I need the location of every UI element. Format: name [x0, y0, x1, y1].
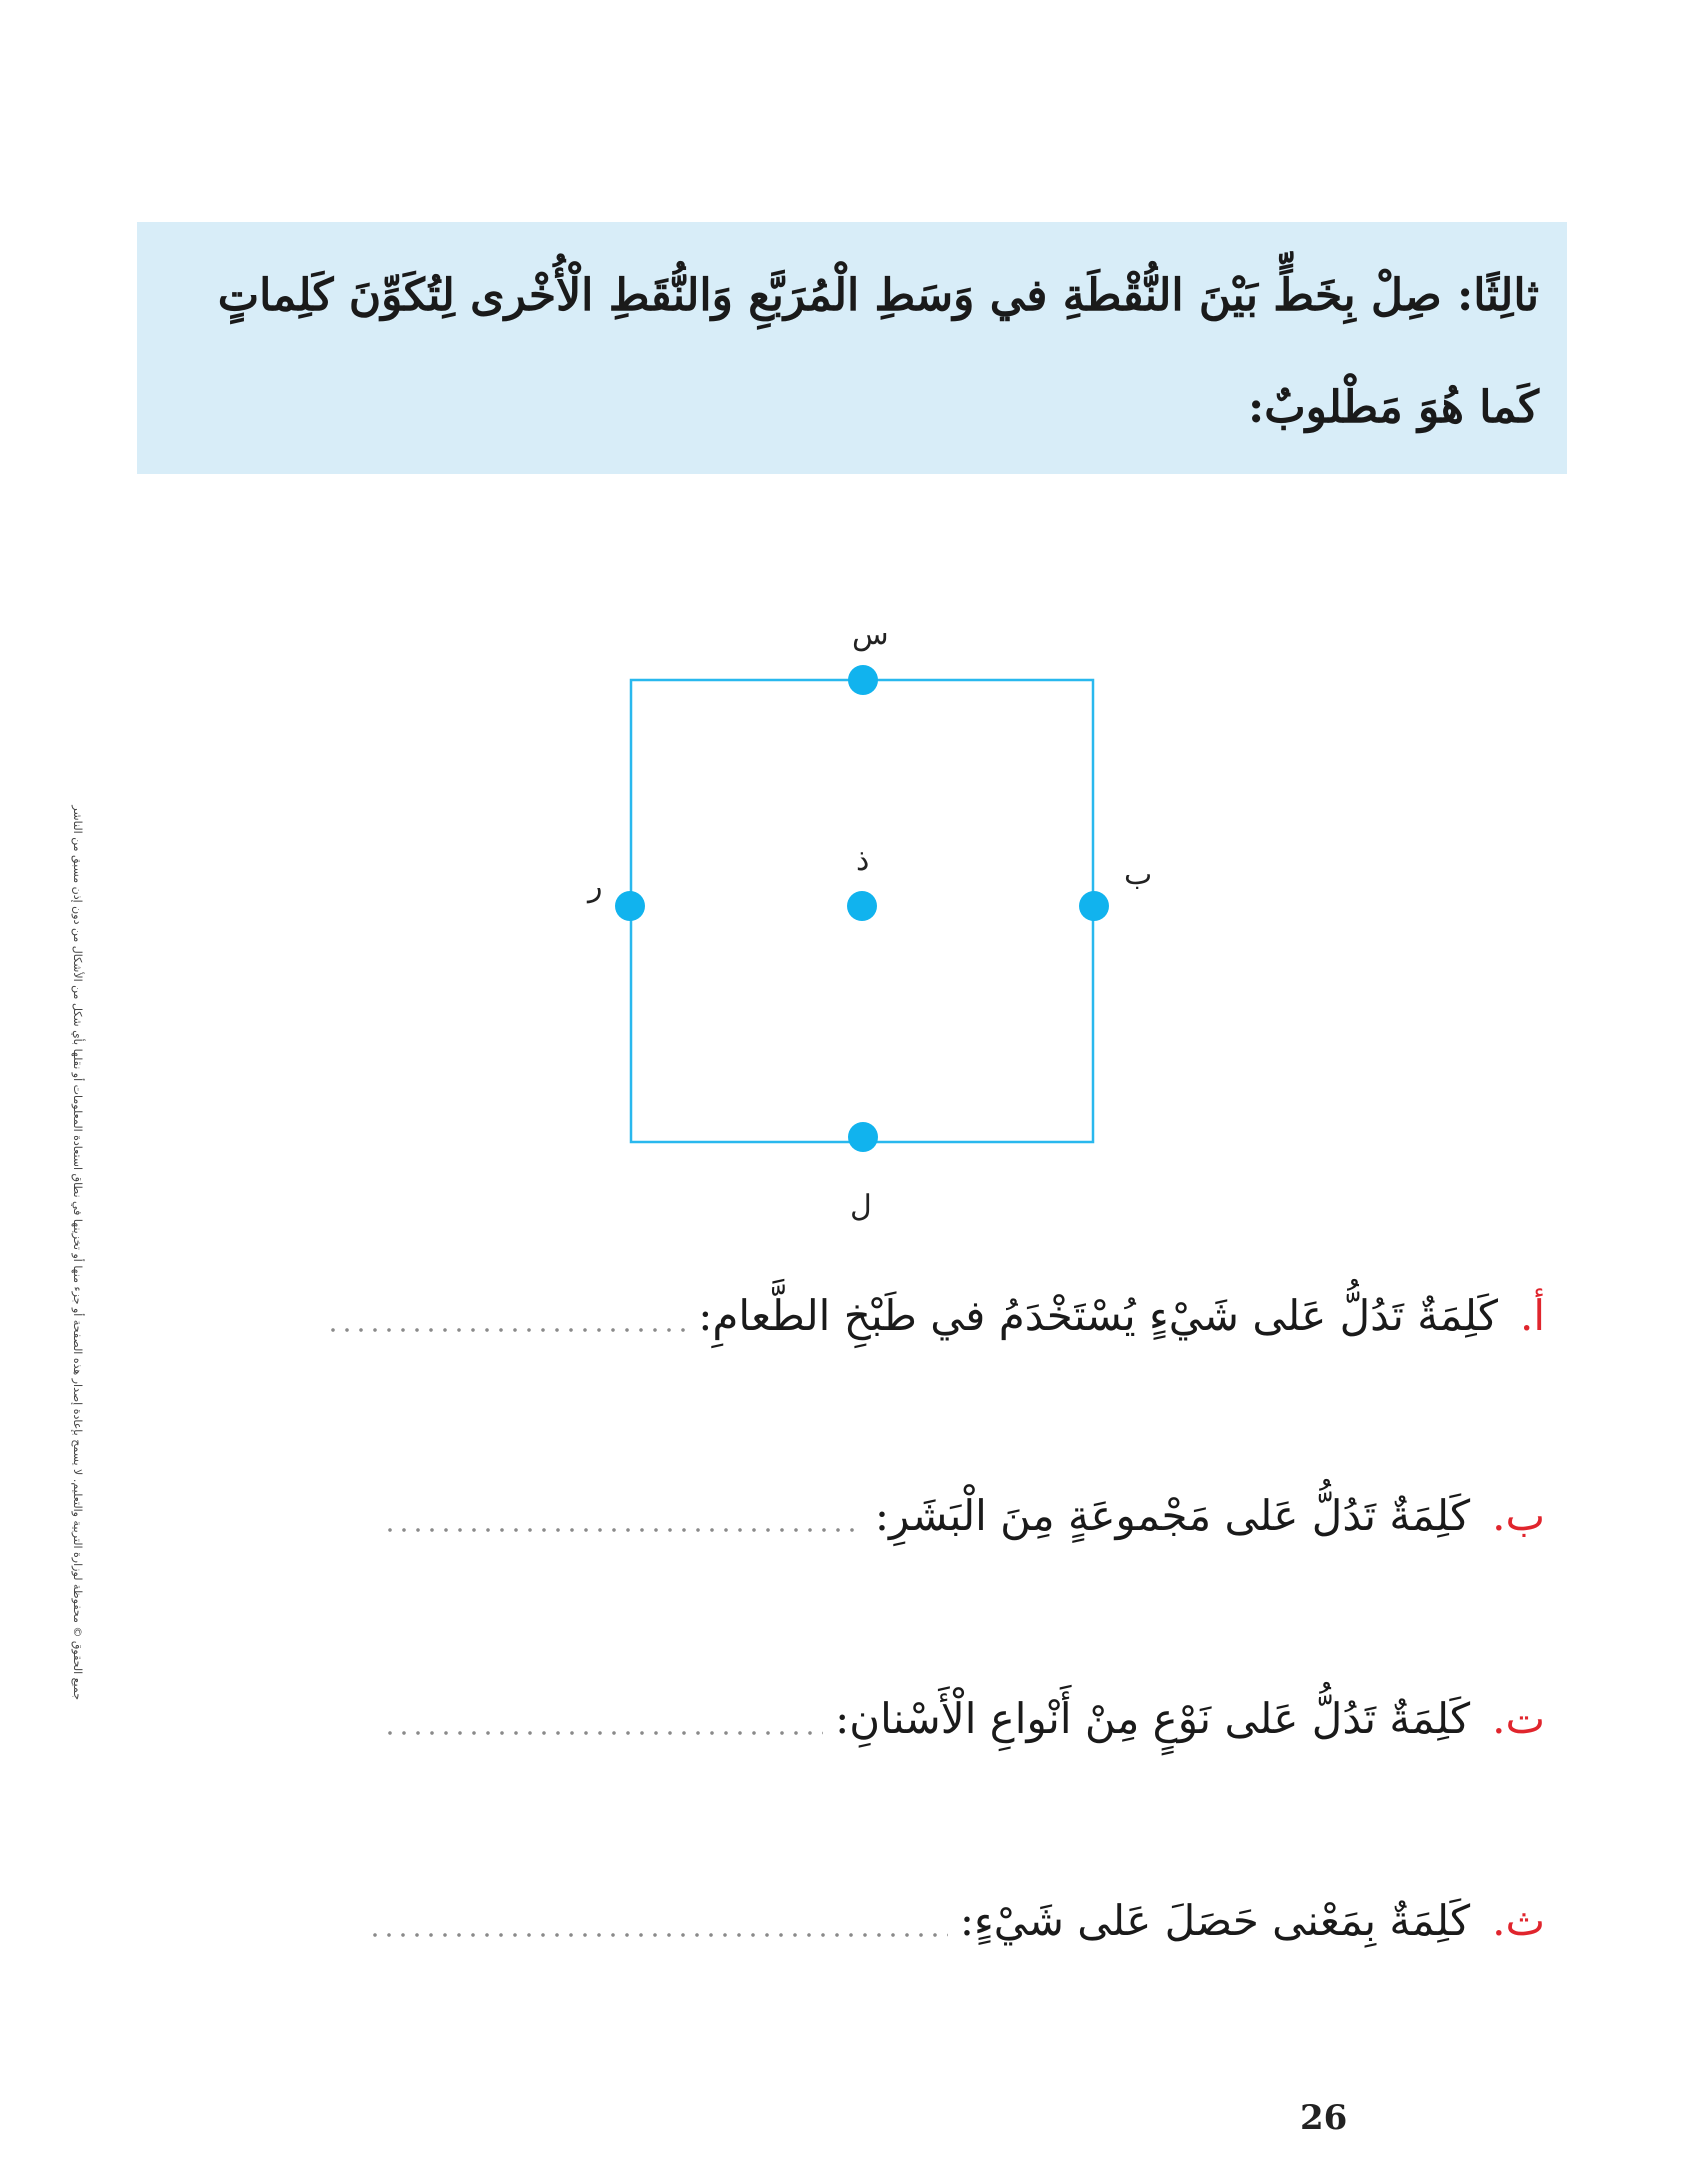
answer-blank[interactable] [326, 1327, 686, 1333]
answer-blank[interactable] [383, 1527, 863, 1533]
question-t [383, 1683, 1545, 1753]
question-letter: ب. [1492, 1490, 1545, 1540]
copyright-side-note [40, 500, 100, 1700]
question-letter: ث. [1492, 1895, 1545, 1945]
question-th [368, 1885, 1545, 1955]
square-diagram-svg [560, 610, 1180, 1250]
question-a [326, 1280, 1545, 1350]
question-text: كَلِمَةٌ تَدُلُّ عَلى مَجْموعَةٍ مِنَ الْبَشَرِ: [874, 1490, 1471, 1540]
label-left: ر [588, 869, 603, 904]
label-center: ذ [856, 843, 870, 878]
dot-bottom[interactable] [848, 1122, 878, 1152]
label-top: س [852, 617, 889, 652]
answer-blank[interactable] [368, 1932, 948, 1938]
instruction-box [137, 222, 1567, 474]
dot-center[interactable] [847, 891, 877, 921]
copyright-text: جميع الحقوق © محفوظة لوزارة التربية والتعليم. لا يسمح بإعادة إصدار هذه الصفحة أو جزء منها أو تخزينها في نطاق استعادة المعلومات أو نقلها بأي شكل من الأشكال من دون إذن مسبق من الناشر [71, 805, 84, 1700]
answer-blank[interactable] [383, 1730, 823, 1736]
instruction-text: ثالِثًا: صِلْ بِخَطٍّ بَيْنَ النُّقْطَةِ في وَسَطِ الْمُرَبَّعِ وَالنُّقَطِ الْأُخْرى لِتُكَوِّنَ كَلِماتٍ كَما هُوَ مَطْلوبٌ: [217, 270, 1539, 433]
dot-top[interactable] [848, 665, 878, 695]
label-right: ب [1124, 857, 1153, 892]
question-letter: أ. [1519, 1290, 1545, 1340]
question-b [383, 1480, 1545, 1550]
question-letter: ت. [1492, 1693, 1545, 1743]
dot-left[interactable] [615, 891, 645, 921]
square-diagram [560, 610, 1180, 1250]
label-bottom: ل [850, 1189, 872, 1224]
question-text: كَلِمَةٌ تَدُلُّ عَلى شَيْءٍ يُسْتَخْدَمُ في طَبْخِ الطَّعامِ: [698, 1290, 1498, 1340]
dot-right[interactable] [1079, 891, 1109, 921]
question-text: كَلِمَةٌ بِمَعْنى حَصَلَ عَلى شَيْءٍ: [959, 1895, 1471, 1945]
question-text: كَلِمَةٌ تَدُلُّ عَلى نَوْعٍ مِنْ أَنْواعِ الْأَسْنانِ: [835, 1693, 1471, 1743]
page-number: 26 [1300, 2098, 1348, 2138]
